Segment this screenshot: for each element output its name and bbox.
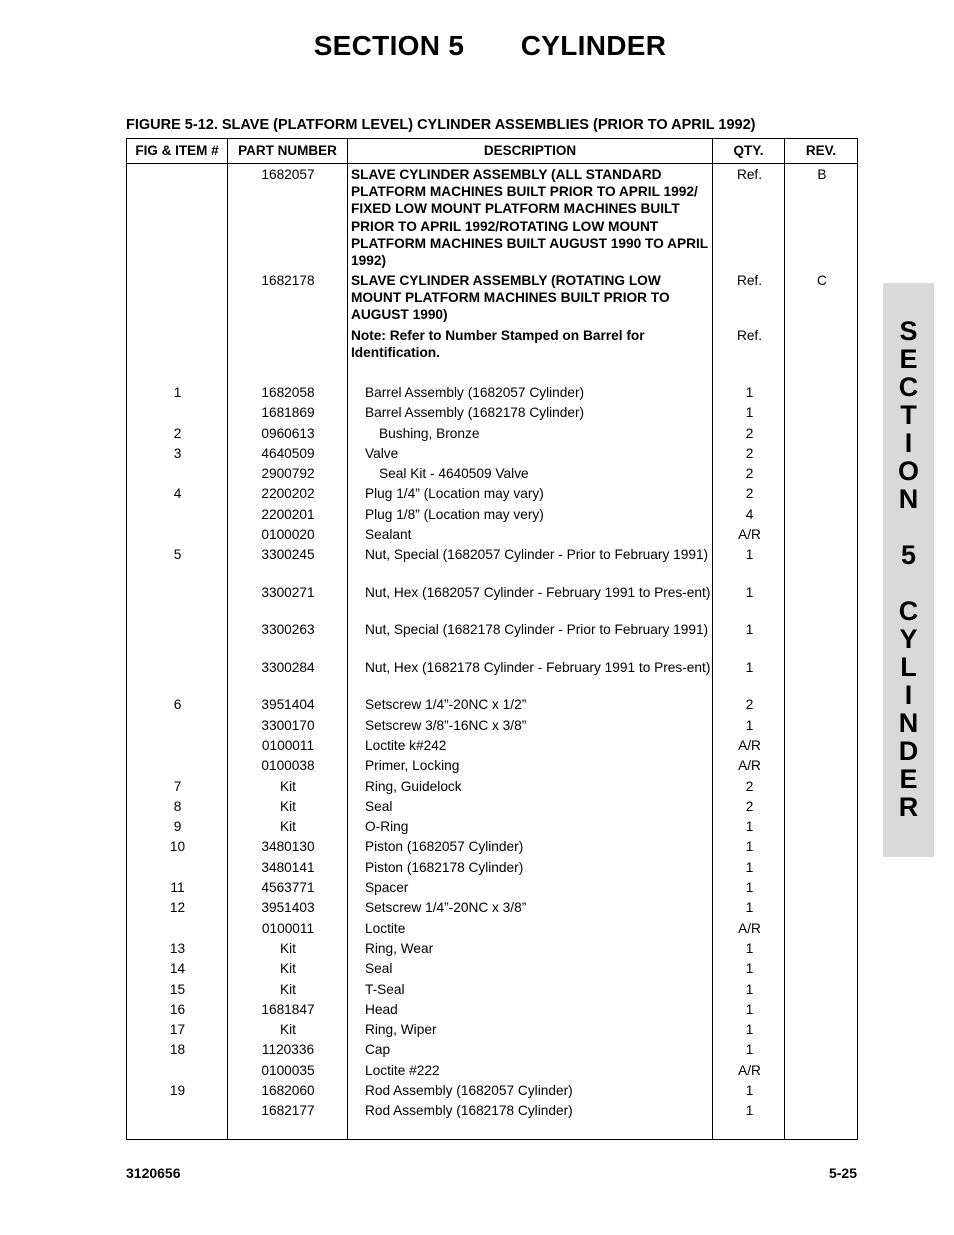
side-tab-letter: C [898, 372, 919, 402]
qty-cell: 1 [745, 819, 754, 835]
description-cell: Nut, Special (1682057 Cylinder - Prior to February 1991) [365, 547, 709, 563]
qty-cell: 1 [745, 584, 754, 600]
description-cell: Cap [365, 1042, 391, 1058]
qty-cell: 2 [745, 798, 754, 814]
description-cell: Seal Kit - 4640509 Valve [379, 466, 529, 482]
qty-cell: A/R [738, 737, 761, 753]
qty-cell: 2 [745, 486, 754, 502]
table-row [127, 958, 857, 978]
part-number-cell: 3480130 [261, 839, 315, 855]
fig-item-cell: 11 [170, 880, 185, 896]
qty-cell: 1 [745, 547, 754, 563]
description-cell: Rod Assembly (1682178 Cylinder) [365, 1103, 573, 1119]
part-number-cell: 1681847 [261, 1001, 315, 1017]
part-number-cell: 3300284 [261, 659, 315, 675]
description-cell: Sealant [365, 527, 412, 543]
part-number-cell: 0100035 [261, 1062, 315, 1078]
description-cell: Spacer [365, 880, 409, 896]
qty-cell: 1 [745, 961, 754, 977]
fig-item-cell: 15 [169, 981, 186, 997]
table-row [127, 1080, 857, 1100]
fig-item-cell: 3 [173, 445, 182, 461]
fig-item-cell: 17 [169, 1022, 186, 1038]
section-title: SECTION 5 CYLINDER [313, 30, 667, 61]
document-number: 3120656 [126, 1165, 181, 1181]
description-cell: Head [365, 1001, 398, 1017]
qty-cell: 1 [745, 900, 754, 916]
side-tab-letter: O [897, 456, 919, 486]
table-row [127, 999, 857, 1019]
table-row [127, 504, 857, 524]
qty-cell: 1 [745, 1042, 754, 1058]
rev-cell: B [817, 167, 827, 182]
table-row [127, 443, 857, 463]
description-cell: Valve [365, 445, 399, 461]
table-row [127, 382, 857, 402]
table-row [127, 735, 857, 755]
fig-item-cell: 8 [173, 798, 182, 814]
header-rev: REV. [805, 143, 837, 158]
part-number-cell: 2900792 [261, 466, 315, 482]
part-number-cell: 0960613 [261, 425, 315, 441]
fig-item-cell: 2 [173, 425, 182, 441]
qty-cell: 1 [745, 1103, 754, 1119]
description-cell: Ring, Wiper [365, 1022, 437, 1038]
qty-cell: 1 [745, 859, 754, 875]
description-cell: SLAVE CYLINDER ASSEMBLY (ALL STANDARD PLATFORM MACHINES BUILT PRIOR TO APRIL 1992/ FIXED LOW MOUNT PLATFORM MACHINES BUILT PRIOR TO APRIL 1992/ROTATING LOW MOUNT PLATFORM MACHINES BUILT AUGUST 1990 TO APRIL 1992) [351, 167, 708, 269]
table-row [127, 423, 857, 443]
fig-item-cell: 19 [169, 1083, 186, 1099]
side-tab-letter: I [904, 680, 913, 710]
side-tab-letter: N [898, 484, 919, 514]
part-number-cell: 4640509 [261, 445, 315, 461]
description-cell: Seal [365, 798, 393, 814]
part-number-cell: 1120336 [261, 1042, 315, 1058]
part-number-cell: 1682060 [261, 1083, 315, 1099]
qty-cell: 2 [745, 697, 754, 713]
fig-item-cell: 1 [173, 385, 182, 400]
part-number-cell: 2200201 [261, 506, 315, 522]
description-cell: Piston (1682057 Cylinder) [365, 839, 524, 855]
part-number-cell: 0100038 [261, 758, 315, 774]
table-row [127, 836, 857, 856]
fig-item-cell: 16 [169, 1001, 186, 1017]
part-number-cell: 1682177 [261, 1103, 315, 1119]
fig-item-cell: 6 [173, 697, 182, 713]
description-cell: Bushing, Bronze [379, 425, 480, 441]
description-cell: Seal [365, 961, 393, 977]
qty-cell: Ref. [736, 167, 763, 182]
description-cell: SLAVE CYLINDER ASSEMBLY (ROTATING LOW MOUNT PLATFORM MACHINES BUILT PRIOR TO AUGUST 1990) [351, 273, 670, 323]
part-number-cell: 0100011 [261, 920, 315, 936]
fig-item-cell: 13 [169, 940, 186, 956]
table-row [127, 325, 857, 382]
side-tab-letters [883, 317, 934, 821]
part-number-cell: Kit [280, 961, 296, 977]
table-row [127, 816, 857, 836]
table-row [127, 483, 857, 503]
table-row [127, 657, 857, 695]
qty-cell: 2 [745, 778, 754, 794]
table-row [127, 918, 857, 938]
description-cell: Rod Assembly (1682057 Cylinder) [365, 1083, 573, 1099]
table-row [127, 582, 857, 620]
qty-cell: Ref. [736, 273, 763, 288]
table-row [127, 270, 857, 325]
qty-cell: 1 [745, 1001, 754, 1017]
description-cell: Loctite k#242 [365, 737, 447, 753]
description-cell: T-Seal [365, 981, 405, 997]
qty-cell: 1 [745, 981, 754, 997]
table-row [127, 938, 857, 958]
header-description: DESCRIPTION [483, 143, 577, 158]
qty-cell: A/R [738, 920, 761, 936]
qty-cell: 1 [745, 659, 754, 675]
part-number-cell: 4563771 [261, 880, 315, 896]
qty-cell: 1 [745, 839, 754, 855]
part-number-cell: Kit [280, 798, 296, 814]
header-fig-item: FIG & ITEM # [135, 143, 219, 158]
description-cell: Nut, Hex (1682057 Cylinder - February 1991 to Pres-ent) [365, 584, 711, 600]
rev-cell: C [817, 273, 827, 288]
description-cell: Ring, Wear [365, 940, 434, 956]
table-row [127, 619, 857, 657]
side-tab-letter: D [898, 736, 919, 766]
fig-item-cell: 10 [169, 839, 186, 855]
description-cell: Plug 1/8” (Location may very) [365, 506, 544, 522]
table-row [127, 463, 857, 483]
qty-cell: 1 [745, 622, 754, 638]
part-number-cell: Kit [280, 940, 296, 956]
side-tab-letter: N [898, 708, 919, 738]
fig-item-cell: 4 [173, 486, 182, 502]
description-cell: Ring, Guidelock [365, 778, 462, 794]
part-number-cell: Kit [280, 981, 296, 997]
description-cell: Piston (1682178 Cylinder) [365, 859, 524, 875]
side-tab-letter: E [899, 764, 918, 794]
table-row [127, 1060, 857, 1080]
side-tab-letter: I [904, 428, 913, 458]
part-number-cell: 3300245 [261, 547, 315, 563]
table-row [127, 524, 857, 544]
fig-item-cell: 14 [169, 961, 186, 977]
description-cell: Nut, Hex (1682178 Cylinder - February 1991 to Pres-ent) [365, 659, 711, 675]
qty-cell: 1 [745, 1083, 754, 1099]
qty-cell: 1 [745, 385, 754, 400]
table-row [127, 897, 857, 917]
qty-cell: A/R [738, 758, 761, 774]
part-number-cell: 1681869 [261, 405, 315, 421]
side-tab-letter: C [898, 596, 919, 626]
qty-cell: A/R [738, 1062, 761, 1078]
header-part-number: PART NUMBER [238, 143, 337, 158]
description-cell: Setscrew 1/4”-20NC x 1/2” [365, 697, 527, 713]
part-number-cell: 3480141 [261, 859, 315, 875]
part-number-cell: 3951403 [261, 900, 315, 916]
part-number-cell: 2200202 [261, 486, 315, 502]
qty-cell: 4 [745, 506, 754, 522]
description-cell: Primer, Locking [365, 758, 460, 774]
side-tab-letter: R [898, 792, 919, 822]
qty-cell: 1 [745, 880, 754, 896]
description-cell: Note: Refer to Number Stamped on Barrel for Identification. [351, 328, 645, 361]
table-row [127, 877, 857, 897]
description-cell: Loctite #222 [365, 1062, 440, 1078]
description-cell: Nut, Special (1682178 Cylinder - Prior to February 1991) [365, 622, 709, 638]
qty-cell: 1 [745, 940, 754, 956]
qty-cell: 2 [745, 445, 754, 461]
table-row [127, 715, 857, 735]
qty-cell: 1 [745, 1022, 754, 1038]
table-row [127, 1039, 857, 1059]
header-qty: QTY. [733, 143, 764, 158]
qty-cell: A/R [738, 527, 761, 543]
side-tab-letter: S [899, 316, 918, 346]
part-number-cell: 1682058 [261, 385, 315, 400]
description-cell: Barrel Assembly (1682057 Cylinder) [365, 385, 585, 400]
table-row [127, 544, 857, 582]
qty-cell: Ref. [736, 328, 763, 343]
description-cell: Setscrew 1/4”-20NC x 3/8” [365, 900, 527, 916]
fig-item-cell: 18 [169, 1042, 186, 1058]
table-row [127, 402, 857, 422]
side-tab-letter: E [899, 344, 918, 374]
part-number-cell: Kit [280, 778, 296, 794]
side-tab-letter: T [900, 400, 917, 430]
part-number-cell: 0100020 [261, 527, 315, 543]
part-number-cell: 3300271 [261, 584, 315, 600]
fig-item-cell: 7 [173, 778, 182, 794]
table-row [127, 1019, 857, 1039]
table-row [127, 796, 857, 816]
fig-item-cell: 5 [173, 547, 182, 563]
description-cell: Barrel Assembly (1682178 Cylinder) [365, 405, 585, 421]
description-cell: Loctite [365, 920, 406, 936]
table-row [127, 979, 857, 999]
description-cell: O-Ring [365, 819, 409, 835]
part-number-cell: Kit [280, 819, 296, 835]
figure-title: FIGURE 5-12. SLAVE (PLATFORM LEVEL) CYLINDER ASSEMBLIES (PRIOR TO APRIL 1992) [126, 117, 756, 133]
qty-cell: 2 [745, 425, 754, 441]
fig-item-cell: 12 [169, 900, 186, 916]
description-cell: Plug 1/4” (Location may vary) [365, 486, 544, 502]
fig-item-cell: 9 [173, 819, 182, 835]
section-side-tab [883, 283, 934, 857]
table-body [127, 164, 857, 1121]
part-number-cell: 3300263 [261, 622, 315, 638]
table-row [127, 694, 857, 714]
qty-cell: 2 [745, 466, 754, 482]
part-number-cell: Kit [280, 1022, 296, 1038]
side-tab-letter: Y [899, 624, 918, 654]
part-number-cell: 1682057 [261, 167, 315, 182]
qty-cell: 1 [745, 717, 754, 733]
table-row [127, 857, 857, 877]
table-row [127, 164, 857, 270]
parts-table [126, 138, 858, 1140]
table-row [127, 1100, 857, 1120]
part-number-cell: 1682178 [261, 273, 315, 288]
side-tab-letter: 5 [900, 540, 917, 570]
part-number-cell: 0100011 [261, 737, 315, 753]
description-cell: Setscrew 3/8”-16NC x 3/8” [365, 717, 527, 733]
part-number-cell: 3951404 [261, 697, 315, 713]
page-number: 5-25 [828, 1165, 857, 1181]
side-tab-letter: L [900, 652, 917, 682]
table-row [127, 755, 857, 775]
part-number-cell: 3300170 [261, 717, 315, 733]
table-row [127, 776, 857, 796]
qty-cell: 1 [745, 405, 754, 421]
